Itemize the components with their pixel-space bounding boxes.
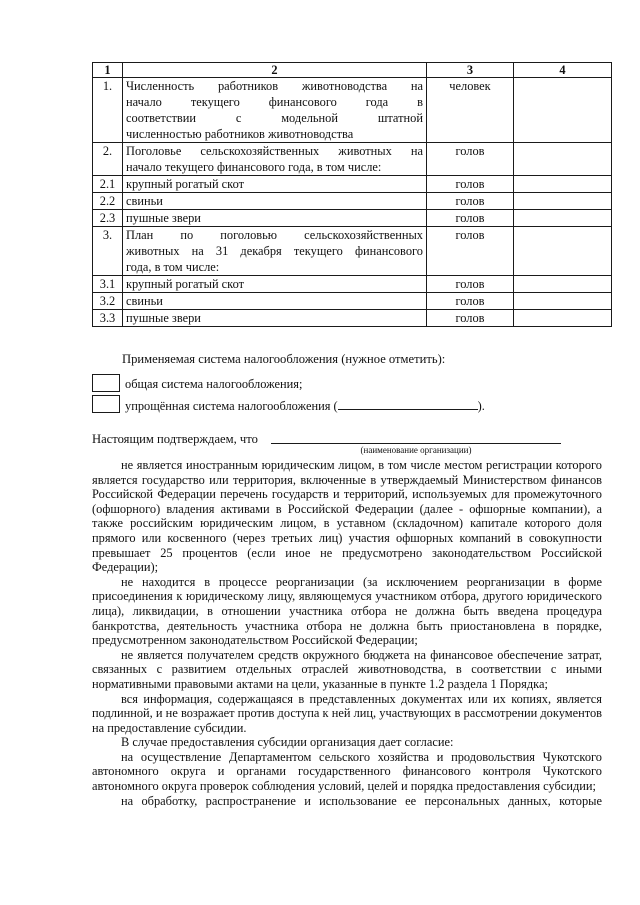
row-indicator [123,293,427,310]
declaration-paragraph: вся информация, содержащаяся в представленных документах или их копиях, является подлинной, и не возражает против доступа к ней лиц, участвующих в рассмотрении документов на предоставление субсидии. [92,691,602,735]
row-indicator [123,193,427,210]
indicator-line: Численность работников животноводства на [126,79,423,93]
table-row [93,276,612,293]
simplified-tax-input[interactable] [338,397,478,410]
organization-name-field[interactable] [271,443,561,444]
organization-name-caption: (наименование организации) [360,445,472,455]
tax-system-title: Применяемая система налогообложения (нужное отметить): [122,352,446,366]
row-number: 3.2 [93,293,123,310]
row-number: 2. [93,143,123,176]
declaration-paragraph: не находится в процессе реорганизации (за исключением реорганизации в форме присоединения к юридическому лицу, являющемуся участником отбора, другого юридического лица), ликвидации, в отношении участника отбора не должна быть введена процедура банкротства, деятельность участника отбора не должна быть приостановлена в порядке, предусмотренном законодательством Российской Федерации; [92,574,602,648]
row-value-input[interactable] [514,78,612,143]
table-row [93,193,612,210]
indicator-line: свиньи [126,194,163,208]
table-row [93,78,612,143]
row-number: 2.2 [93,193,123,210]
row-indicator [123,310,427,327]
simplified-tax-prefix: упрощённая система налогообложения ( [125,399,338,413]
row-number: 3. [93,227,123,276]
row-unit: человек [427,78,514,143]
confirm-prefix: Настоящим подтверждаем, что [92,432,258,446]
row-unit: голов [427,210,514,227]
row-unit: голов [427,276,514,293]
row-unit: голов [427,176,514,193]
indicator-line: План по поголовью сельскохозяйственных [126,228,423,242]
header-cell: 4 [514,63,612,78]
header-cell: 2 [123,63,427,78]
row-indicator [123,143,427,176]
row-value-input[interactable] [514,210,612,227]
row-unit: голов [427,227,514,276]
row-indicator [123,227,427,276]
indicator-line: свиньи [126,294,163,308]
indicator-line: крупный рогатый скот [126,177,245,191]
declaration-paragraph: не является получателем средств окружного бюджета на финансовое обеспечение затрат, связанных с развитием отдельных отраслей животноводства, в соответствии с иными нормативными правовыми актами на цели, указанные в пункте 1.2 раздела 1 Порядка; [92,647,602,691]
row-value-input[interactable] [514,227,612,276]
row-value-input[interactable] [514,143,612,176]
indicator-line: начало текущего финансового года, в том числе: [126,160,382,174]
indicator-line: начало текущего финансового года в [126,95,423,109]
table-row [93,227,612,276]
row-value-input[interactable] [514,276,612,293]
declaration-paragraph: не является иностранным юридическим лицом, в том числе местом регистрации которого является государство или территория, включенные в утверждаемый Министерством финансов Российской Федерации перечень государств и территорий, используемых для промежуточного (офшорного) владения активами в Российской Федерации (далее - офшорные компании), а также российским юридическим лицом, в уставном (складочном) капитале которого доля прямого или косвенного (через третьих лиц) участия офшорных компаний в совокупности превышает 25 процентов (если иное не предусмотрено законодательством Российской Федерации); [92,458,602,575]
indicator-line: пушные звери [126,311,201,325]
row-unit: голов [427,143,514,176]
row-value-input[interactable] [514,176,612,193]
general-tax-label: общая система налогообложения; [125,377,303,391]
simplified-tax-checkbox[interactable] [92,395,120,413]
indicator-line: года, в том числе: [126,260,220,274]
row-unit: голов [427,193,514,210]
livestock-table [92,62,612,327]
row-indicator [123,210,427,227]
row-indicator [123,176,427,193]
row-number: 3.1 [93,276,123,293]
simplified-tax-label [125,397,485,414]
table-row [93,143,612,176]
general-tax-checkbox[interactable] [92,374,120,392]
row-indicator [123,276,427,293]
declaration-paragraph: В случае предоставления субсидии организация дает согласие: [121,735,454,750]
row-value-input[interactable] [514,310,612,327]
row-number: 2.1 [93,176,123,193]
indicator-line: соответствии с модельной штатной [126,111,423,125]
table-row [93,210,612,227]
indicator-line: численностью работников животноводства [126,127,354,141]
row-number: 3.3 [93,310,123,327]
indicator-line: пушные звери [126,211,201,225]
row-number: 1. [93,78,123,143]
indicator-line: крупный рогатый скот [126,277,245,291]
row-number: 2.3 [93,210,123,227]
table-row [93,176,612,193]
indicator-line: животных на 31 декабря текущего финансового [126,244,423,258]
declaration-paragraph: на обработку, распространение и использование ее персональных данных, которые [121,793,602,808]
row-unit: голов [427,310,514,327]
row-indicator [123,78,427,143]
row-unit: голов [427,293,514,310]
table-row [93,293,612,310]
declaration-paragraph: на осуществление Департаментом сельского хозяйства и продовольствия Чукотского автономного округа и органами государственного финансового контроля Чукотского автономного округа проверок соблюдения условий, целей и порядка предоставления субсидии; [92,749,602,794]
header-cell: 3 [427,63,514,78]
declaration-text [92,458,602,808]
row-value-input[interactable] [514,193,612,210]
row-value-input[interactable] [514,293,612,310]
header-cell: 1 [93,63,123,78]
table-row [93,310,612,327]
indicator-line: Поголовье сельскохозяйственных животных на [126,144,423,158]
table-header-row [93,63,612,78]
simplified-tax-suffix: ). [477,399,485,413]
